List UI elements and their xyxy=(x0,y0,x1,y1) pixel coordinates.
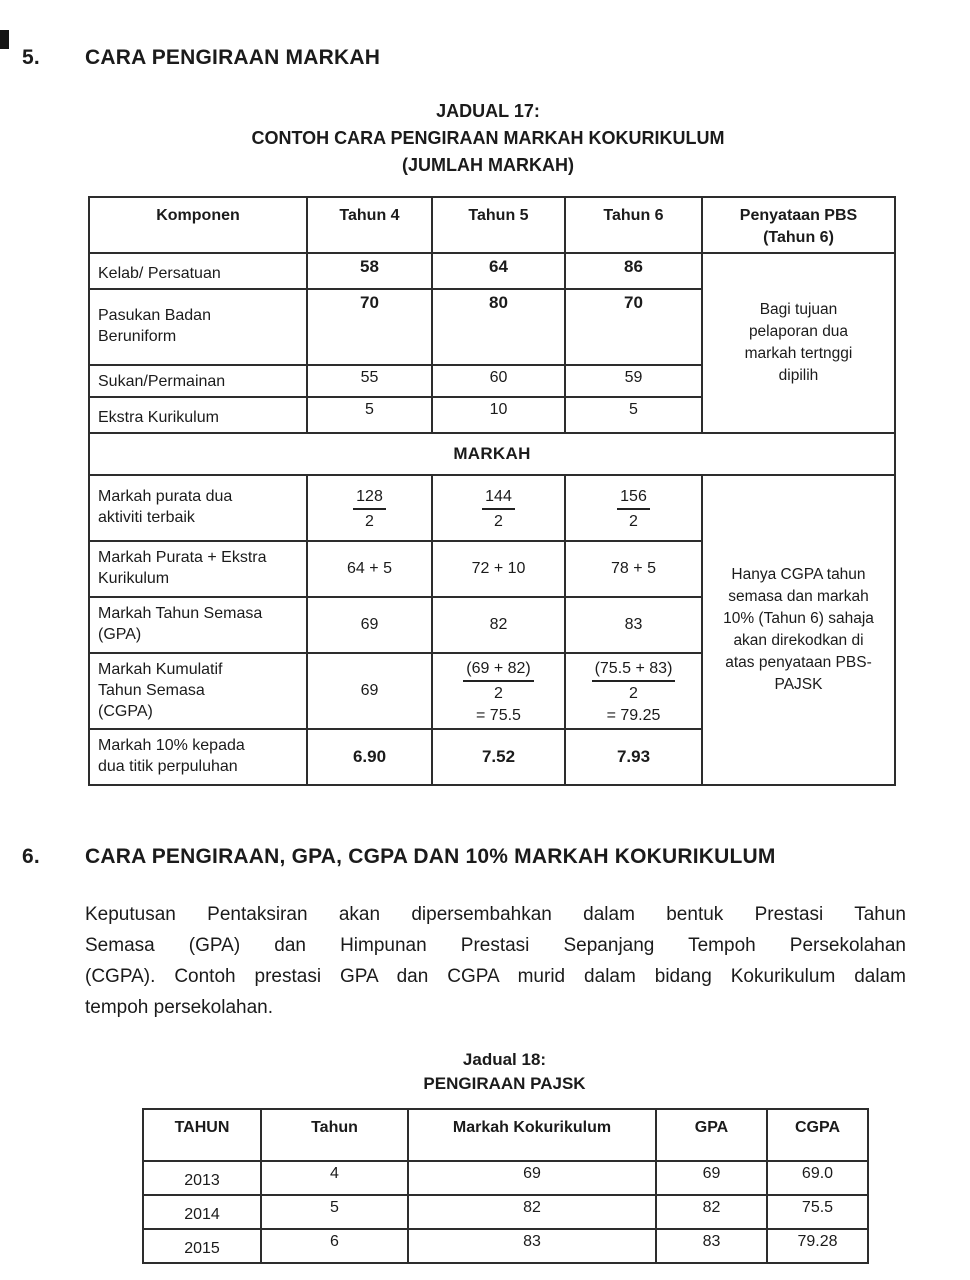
fraction-t5-denominator: 2 xyxy=(494,513,503,530)
row-label-gpa-text: Markah Tahun Semasa (GPA) xyxy=(98,605,263,643)
section6-title: CARA PENGIRAAN, GPA, CGPA DAN 10% MARKAH KOKURIKULUM xyxy=(85,845,776,868)
jadual18-row-2014 xyxy=(143,1195,868,1229)
cell-purata-t5 xyxy=(432,475,565,541)
section6-paragraph xyxy=(85,899,906,1023)
row-label-cgpa-text: Markah Kumulatif Tahun Semasa (CGPA) xyxy=(98,660,223,720)
jadual17-title-line2: CONTOH CARA PENGIRAAN MARKAH KOKURIKULUM xyxy=(251,128,725,148)
section6-number: 6. xyxy=(22,845,40,868)
cell-2013-markah: 69 xyxy=(408,1161,656,1195)
cell-2014-gpa: 82 xyxy=(656,1195,767,1229)
cell-2013-cgpa: 69.0 xyxy=(767,1161,868,1195)
pbs-note-top-cell xyxy=(702,253,895,433)
fraction-t5 xyxy=(482,484,515,532)
cell-kelab-t5: 64 xyxy=(432,253,565,289)
cell-2013-tahun: 4 xyxy=(261,1161,408,1195)
jadual17-header-row xyxy=(89,197,895,253)
cell-2015-tahun: 6 xyxy=(261,1229,408,1263)
col-header-tahun6: Tahun 6 xyxy=(565,197,702,253)
col-header-komponen: Komponen xyxy=(89,197,307,253)
markah-band-cell: MARKAH xyxy=(89,433,895,475)
col-header-cgpa: CGPA xyxy=(767,1109,868,1161)
jadual18-title xyxy=(142,1048,867,1096)
cell-pasukan-t5: 80 xyxy=(432,289,565,365)
row-label-pasukan-text: Pasukan Badan Beruniform xyxy=(98,307,211,345)
cell-ten-percent-t6: 7.93 xyxy=(565,729,702,785)
cgpa-t5-formula xyxy=(463,656,533,726)
pbs-note-bottom-text: Hanya CGPA tahun semasa dan markah 10% (Tahun 6) sahaja akan direkodkan di atas penyataan PBS-PAJSK xyxy=(723,566,874,693)
cell-ekstra-t5: 10 xyxy=(432,397,565,433)
jadual18-title-line2: PENGIRAAN PAJSK xyxy=(423,1074,586,1093)
cell-2014-markah: 82 xyxy=(408,1195,656,1229)
fraction-t6-numerator: 156 xyxy=(617,486,650,510)
pbs-note-top-text: Bagi tujuan pelaporan dua markah tertnggi dipilih xyxy=(744,301,853,384)
col-header-tahun: Tahun xyxy=(261,1109,408,1161)
scan-artifact xyxy=(0,30,9,49)
cell-cgpa-t5 xyxy=(432,653,565,729)
cell-ten-percent-t4: 6.90 xyxy=(307,729,432,785)
cell-pasukan-t4: 70 xyxy=(307,289,432,365)
section5-number: 5. xyxy=(22,46,40,69)
cell-ekstra-t6: 5 xyxy=(565,397,702,433)
cell-purata-t6 xyxy=(565,475,702,541)
fraction-t5-numerator: 144 xyxy=(482,486,515,510)
cell-purata-ekstra-t6: 78 + 5 xyxy=(565,541,702,597)
cell-2014-cgpa: 75.5 xyxy=(767,1195,868,1229)
row-label-purata xyxy=(89,475,307,541)
paragraph-line2: Semasa (GPA) dan Himpunan Prestasi Sepanjang Tempoh Persekolahan xyxy=(85,935,906,956)
jadual17-title-line3: (JUMLAH MARKAH) xyxy=(402,155,574,175)
row-label-ten-percent-text: Markah 10% kepada dua titik perpuluhan xyxy=(98,737,245,775)
row-label-pasukan xyxy=(89,289,307,365)
cell-year-2013: 2013 xyxy=(143,1161,261,1195)
jadual17-title-line1: JADUAL 17: xyxy=(436,101,540,121)
section5-title: CARA PENGIRAAN MARKAH xyxy=(85,46,381,69)
cell-ekstra-t4: 5 xyxy=(307,397,432,433)
cell-pasukan-t6: 70 xyxy=(565,289,702,365)
col-header-markah-kokurikulum: Markah Kokurikulum xyxy=(408,1109,656,1161)
col-header-tahun-caps: TAHUN xyxy=(143,1109,261,1161)
jadual18-title-line1: Jadual 18: xyxy=(462,1050,547,1069)
cell-kelab-t6: 86 xyxy=(565,253,702,289)
jadual17-table xyxy=(88,196,896,786)
row-markah-band xyxy=(89,433,895,475)
row-label-kelab: Kelab/ Persatuan xyxy=(89,253,307,289)
col-header-penyataan-pbs xyxy=(702,197,895,253)
cell-2015-markah: 83 xyxy=(408,1229,656,1263)
cell-purata-ekstra-t4: 64 + 5 xyxy=(307,541,432,597)
pbs-note-bottom-cell xyxy=(702,475,895,785)
cgpa-t6-result: = 79.25 xyxy=(606,707,661,724)
row-label-ekstra: Ekstra Kurikulum xyxy=(89,397,307,433)
cell-2013-gpa: 69 xyxy=(656,1161,767,1195)
cell-2014-tahun: 5 xyxy=(261,1195,408,1229)
cgpa-t6-numerator: (75.5 + 83) xyxy=(592,658,676,682)
cell-sukan-t5: 60 xyxy=(432,365,565,397)
cell-ten-percent-t5: 7.52 xyxy=(432,729,565,785)
col-header-tahun5: Tahun 5 xyxy=(432,197,565,253)
cell-sukan-t6: 59 xyxy=(565,365,702,397)
row-label-purata-ekstra xyxy=(89,541,307,597)
cell-gpa-t4: 69 xyxy=(307,597,432,653)
row-label-purata-ekstra-text: Markah Purata + Ekstra Kurikulum xyxy=(98,549,267,587)
jadual17-title xyxy=(85,98,891,179)
cgpa-t6-formula xyxy=(592,656,676,726)
row-kelab xyxy=(89,253,895,289)
fraction-t4 xyxy=(353,484,386,532)
cell-gpa-t5: 82 xyxy=(432,597,565,653)
col-header-pbs-line2: (Tahun 6) xyxy=(763,229,834,246)
row-label-gpa xyxy=(89,597,307,653)
col-header-pbs-line1: Penyataan PBS xyxy=(739,207,858,224)
cgpa-t6-denominator: 2 xyxy=(629,685,638,702)
section5-heading xyxy=(22,46,380,70)
paragraph-line1: Keputusan Pentaksiran akan dipersembahkan dalam bentuk Prestasi Tahun xyxy=(85,904,906,925)
cell-gpa-t6: 83 xyxy=(565,597,702,653)
row-label-ten-percent xyxy=(89,729,307,785)
cgpa-t5-denominator: 2 xyxy=(494,685,503,702)
col-header-tahun4: Tahun 4 xyxy=(307,197,432,253)
fraction-t4-numerator: 128 xyxy=(353,486,386,510)
cell-sukan-t4: 55 xyxy=(307,365,432,397)
cell-purata-ekstra-t5: 72 + 10 xyxy=(432,541,565,597)
jadual18-row-2015 xyxy=(143,1229,868,1263)
fraction-t6 xyxy=(617,484,650,532)
row-label-sukan: Sukan/Permainan xyxy=(89,365,307,397)
cell-year-2014: 2014 xyxy=(143,1195,261,1229)
jadual18-row-2013 xyxy=(143,1161,868,1195)
row-label-purata-text: Markah purata dua aktiviti terbaik xyxy=(98,488,233,526)
cell-2015-gpa: 83 xyxy=(656,1229,767,1263)
cell-purata-t4 xyxy=(307,475,432,541)
paragraph-line4: tempoh persekolahan. xyxy=(85,997,274,1018)
jadual18-table xyxy=(142,1108,869,1264)
cell-cgpa-t6 xyxy=(565,653,702,729)
cell-kelab-t4: 58 xyxy=(307,253,432,289)
cgpa-t5-result: = 75.5 xyxy=(476,707,521,724)
col-header-gpa: GPA xyxy=(656,1109,767,1161)
section6-heading xyxy=(22,845,776,869)
fraction-t4-denominator: 2 xyxy=(365,513,374,530)
paragraph-line3: (CGPA). Contoh prestasi GPA dan CGPA murid dalam bidang Kokurikulum dalam xyxy=(85,966,906,987)
cgpa-t5-numerator: (69 + 82) xyxy=(463,658,533,682)
jadual18-header-row xyxy=(143,1109,868,1161)
cell-cgpa-t4: 69 xyxy=(307,653,432,729)
fraction-t6-denominator: 2 xyxy=(629,513,638,530)
cell-year-2015: 2015 xyxy=(143,1229,261,1263)
cell-2015-cgpa: 79.28 xyxy=(767,1229,868,1263)
row-purata xyxy=(89,475,895,541)
row-label-cgpa xyxy=(89,653,307,729)
